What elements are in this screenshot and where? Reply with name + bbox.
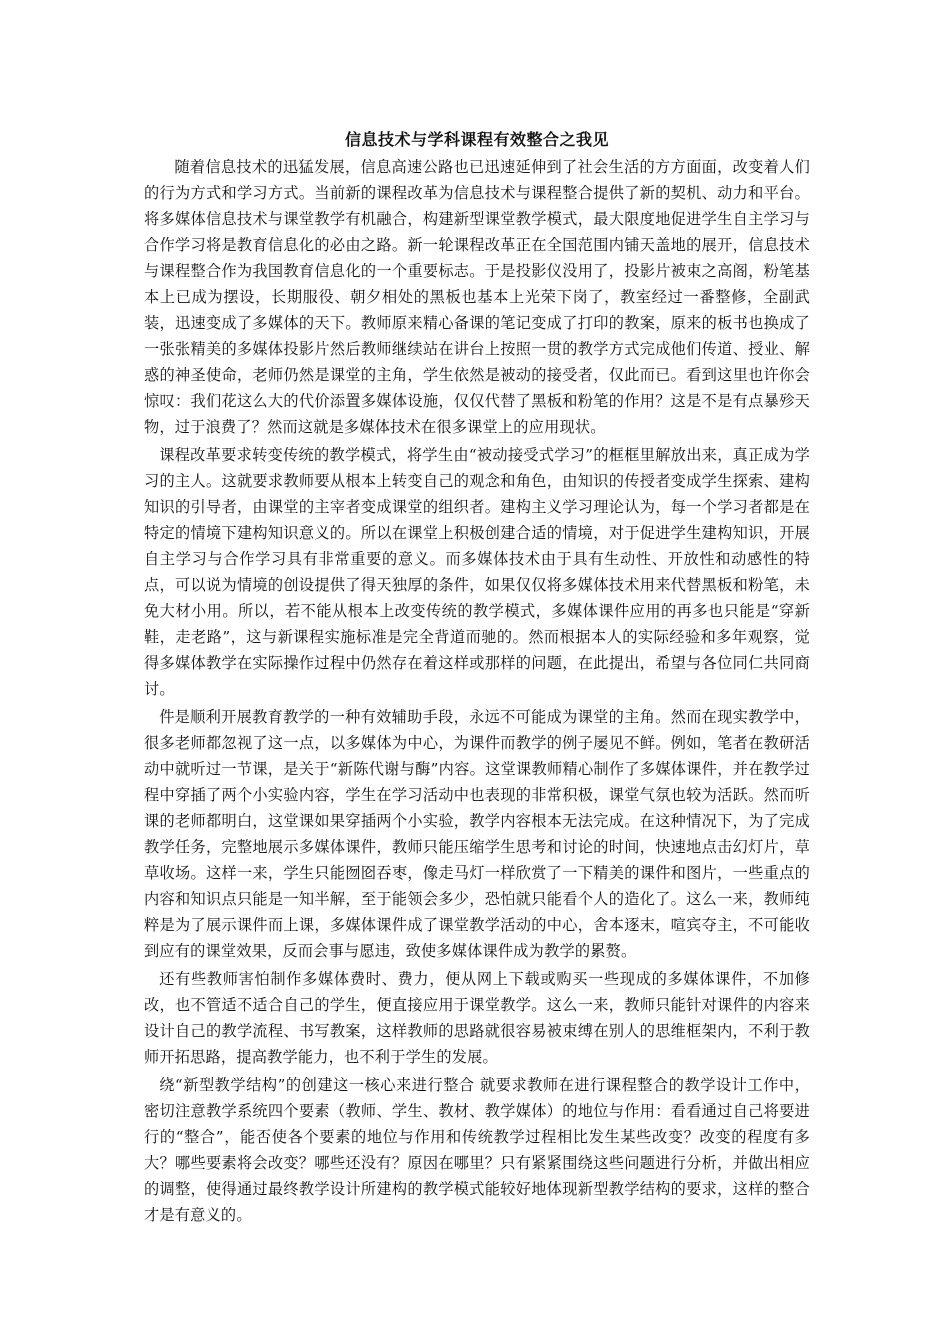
paragraph-2: 课程改革要求转变传统的教学模式，将学生由“被动接受式学习”的框框里解放出来，真正成为学习的主人。这就要求教师要从根本上转变自己的观念和角色，由知识的传授者变成学生探索、建构知识的引导者，由课堂的主宰者变成课堂的组织者。建构主义学习理论认为，每一个学习者都是在特定的情境下建构知识意义的。所以在课堂上积极创建合适的情境，对于促进学生建构知识，开展自主学习与合作学习具有非常重要的意义。而多媒体技术由于具有生动性、开放性和动感性的特点，可以说为情境的创设提供了得天独厚的条件，如果仅仅将多媒体技术用来代替黑板和粉笔，未免大材小用。所以，若不能从根本上改变传统的教学模式，多媒体课件应用的再多也只能是“穿新鞋，走老路”，这与新课程实施标准是完全背道而驰的。然而根据本人的实际经验和多年观察，觉得多媒体教学在实际操作过程中仍然存在着这样或那样的问题，在此提出，希望与各位同仁共同商讨。 [144,446,810,698]
document-page [144,128,810,1230]
paragraph-4: 还有些教师害怕制作多媒体费时、费力，便从网上下载或购买一些现成的多媒体课件，不加修改，也不管适不适合自己的学生，便直接应用于课堂教学。这么一来，教师只能针对课件的内容来设计自己的教学流程、书写教案，这样教师的思路就很容易被束缚在别人的思维框架内，不利于教师开拓思路，提高教学能力，也不利于学生的发展。 [144,970,810,1066]
paragraph-3: 件是顺利开展教育教学的一种有效辅助手段，永远不可能成为课堂的主角。然而在现实教学中，很多老师都忽视了这一点，以多媒体为中心，为课件而教学的例子屡见不鲜。例如，笔者在教研活动中就听过一节课，是关于“新陈代谢与酶”内容。这堂课教师精心制作了多媒体课件，并在教学过程中穿插了两个小实验内容，学生在学习活动中也表现的非常积极，课堂气氛也较为活跃。然而听课的老师都明白，这堂课如果穿插两个小实验，教学内容根本无法完成。在这种情况下，为了完成教学任务，完整地展示多媒体课件，教师只能压缩学生思考和讨论的时间，快速地点击幻灯片，草草收场。这样一来，学生只能囫囵吞枣，像走马灯一样欣赏了一下精美的课件和图片，一些重点的内容和知识点只能是一知半解，至于能领会多少，恐怕就只能看个人的造化了。这么一来，教师纯粹是为了展示课件而上课，多媒体课件成了课堂教学活动的中心，舍本逐末，喧宾夺主，不可能收到应有的课堂效果，反而会事与愿违，致使多媒体课件成为教学的累赘。 [144,708,810,960]
paragraph-5: 绕“新型教学结构”的创建这一核心来进行整合 就要求教师在进行课程整合的教学设计工作中，密切注意教学系统四个要素（教师、学生、教材、教学媒体）的地位与作用：看看通过自己将要进行的“整合”，能否使各个要素的地位与作用和传统教学过程相比发生某些改变？改变的程度有多大？哪些要素将会改变？哪些还没有？原因在哪里？只有紧紧围绕这些问题进行分析，并做出相应的调整，使得通过最终教学设计所建构的教学模式能较好地体现新型教学结构的要求，这样的整合才是有意义的。 [144,1076,810,1224]
paragraph-1: 随着信息技术的迅猛发展，信息高速公路也已迅速延伸到了社会生活的方方面面，改变着人们的行为方式和学习方式。当前新的课程改革为信息技术与课程整合提供了新的契机、动力和平台。将多媒体信息技术与课堂教学有机融合，构建新型课堂教学模式，最大限度地促进学生自主学习与合作学习将是教育信息化的必由之路。新一轮课程改革正在全国范围内铺天盖地的展开，信息技术与课程整合作为我国教育信息化的一个重要标志。于是投影仪没用了，投影片被束之高阁，粉笔基本上已成为摆设，长期服役、朝夕相处的黑板也基本上光荣下岗了，教室经过一番整修，全副武装，迅速变成了多媒体的天下。教师原来精心备课的笔记变成了打印的教案，原来的板书也换成了一张张精美的多媒体投影片然后教师继续站在讲台上按照一贯的教学方式完成他们传道、授业、解惑的神圣使命，老师仍然是课堂的主角，学生依然是被动的接受者，仅此而已。看到这里也许你会惊叹：我们花这么大的代价添置多媒体设施，仅仅代替了黑板和粉笔的作用？这是不是有点暴殄天物，过于浪费了？然而这就是多媒体技术在很多课堂上的应用现状。 [144,158,810,436]
document-title: 信息技术与学科课程有效整合之我见 [344,130,609,149]
